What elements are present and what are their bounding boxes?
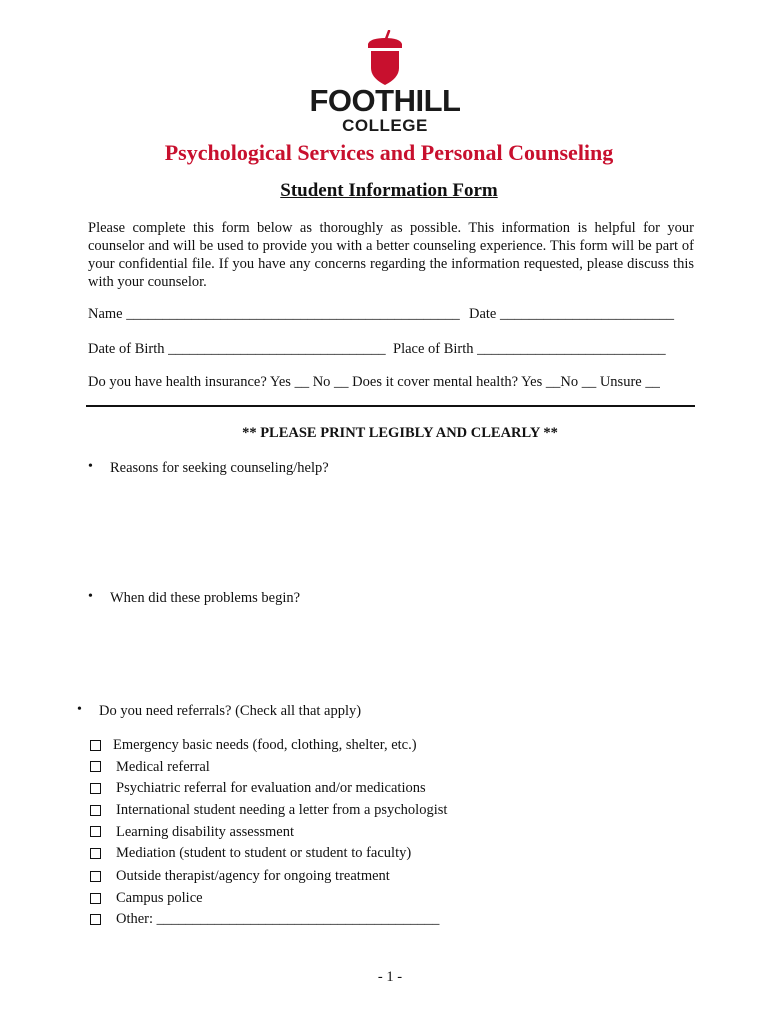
referral-checkbox[interactable] <box>90 783 101 794</box>
name-field[interactable]: Name ______________________________________________ <box>88 306 460 322</box>
referral-other-field[interactable]: Other: _______________________________________ <box>116 911 440 927</box>
referral-option: Emergency basic needs (food, clothing, shelter, etc.) <box>113 737 417 753</box>
referral-option: Campus police <box>116 890 203 906</box>
section-divider <box>86 405 695 407</box>
date-field[interactable]: Date ________________________ <box>469 306 674 322</box>
referral-checkbox[interactable] <box>90 848 101 859</box>
referral-checkbox[interactable] <box>90 914 101 925</box>
logo-wordmark: FOOTHILL <box>309 83 461 118</box>
referral-option: Outside therapist/agency for ongoing treatment <box>116 868 390 884</box>
acorn-logo-icon <box>362 30 408 86</box>
date-of-birth-field[interactable]: Date of Birth ______________________________ <box>88 341 386 357</box>
referral-checkbox[interactable] <box>90 805 101 816</box>
health-insurance-question[interactable]: Do you have health insurance? Yes __ No __ Does it cover mental health? Yes __No __ Unsure __ <box>88 374 660 390</box>
question-problems-began: When did these problems begin? <box>110 590 301 606</box>
bullet-icon: • <box>88 589 93 604</box>
department-title: Psychological Services and Personal Counseling <box>164 140 614 165</box>
referral-option: Medical referral <box>116 759 210 775</box>
referral-option: Mediation (student to student or student to faculty) <box>116 845 412 861</box>
referral-checkbox[interactable] <box>90 893 101 904</box>
referral-option: International student needing a letter from a psychologist <box>116 802 448 818</box>
referral-option: Learning disability assessment <box>116 824 294 840</box>
question-reasons: Reasons for seeking counseling/help? <box>110 460 329 476</box>
referral-checkbox[interactable] <box>90 740 101 751</box>
referral-checkbox[interactable] <box>90 871 101 882</box>
bullet-icon: • <box>77 702 82 717</box>
question-referrals: Do you need referrals? (Check all that apply) <box>99 703 362 719</box>
logo-subtitle: COLLEGE <box>342 116 428 135</box>
referral-checkbox[interactable] <box>90 761 101 772</box>
referral-checkbox[interactable] <box>90 826 101 837</box>
referral-option: Psychiatric referral for evaluation and/or medications <box>116 780 426 796</box>
print-instruction: ** PLEASE PRINT LEGIBLY AND CLEARLY ** <box>242 425 558 441</box>
intro-paragraph: Please complete this form below as thoroughly as possible. This information is helpful for your counselor and will be used to provide you with a better counseling experience. This form will be part of your confidential file. If you have any concerns regarding the information requested, please discuss this with your counselor. <box>88 220 694 290</box>
form-title: Student Information Form <box>280 180 498 201</box>
place-of-birth-field[interactable]: Place of Birth __________________________ <box>393 341 666 357</box>
page-number: - 1 - <box>377 969 403 985</box>
bullet-icon: • <box>88 459 93 474</box>
